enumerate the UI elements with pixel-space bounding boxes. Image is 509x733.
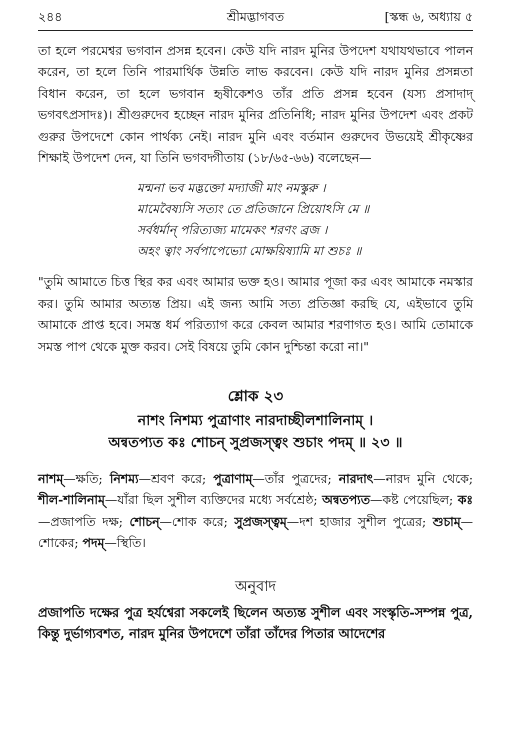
synonym-term: শোচন্ xyxy=(129,513,160,529)
page-number: ২৪৪ xyxy=(38,9,63,24)
gita-verse-block xyxy=(137,178,473,262)
sloka-line: নাশং নিশম্য পুত্রাণাং নারদাচ্ছীলশালিনাম্ । xyxy=(137,413,374,430)
synonym-term: অন্বতপ্যত xyxy=(322,492,371,508)
synonym-term: পদম্ xyxy=(82,535,105,551)
purport-paragraph: তা হলে পরমেশ্বর ভগবান প্রসন্ন হবেন। কেউ যদি নারদ মুনির উপদেশ যথাযথভাবে পালন করেন, তা হলে তিনি পারমার্থিক উন্নতি লাভ করবেন। কেউ যদি নারদ মুনির প্রসন্নতা বিধান করেন, তা হলে ভগবান হৃষীকেশও তাঁর প্রতি প্রসন্ন হবেন (যস্য প্রসাদাদ্ ভগবৎপ্রসাদঃ)। শ্রীগুরুদেব হচ্ছেন নারদ মুনির প্রতিনিধি; নারদ মুনির উপদেশ এবং প্রকট গুরুর উপদেশে কোন পার্থক্য নেই। নারদ মুনি এবং বর্তমান গুরুদেব উভয়েই শ্রীকৃষ্ণের শিক্ষাই উপদেশ দেন, যা তিনি ভগবদ্গীতায় (১৮/৬৫-৬৬) বলেছেন— xyxy=(38,43,473,166)
synonym-meaning: —শোক করে; xyxy=(159,513,235,529)
book-title: শ্রীমদ্ভাগবত xyxy=(226,9,285,24)
synonym-meaning: —যাঁরা ছিল সুশীল ব্যক্তিদের মধ্যে সর্বশ্রেষ্ঠ; xyxy=(104,492,323,508)
book-page xyxy=(0,6,509,733)
synonym-meaning: —তাঁর পুত্রদের; xyxy=(252,471,339,487)
synonym-meaning: —দশ হাজার সুশীল পুত্রের; xyxy=(286,513,433,529)
section-reference: [স্কন্ধ ৬, অধ্যায় ৫ xyxy=(384,9,473,24)
synonym-term: নাশম্ xyxy=(38,471,64,487)
synonym-meaning: —শ্রবণ করে; xyxy=(138,471,214,487)
synonym-meaning: —ক্ষতি; xyxy=(63,471,110,487)
gita-verse-line: অহং ত্বাং সর্বপাপেভ্যো মোক্ষয়িষ্যামি মা শুচঃ ॥ xyxy=(137,244,362,259)
synonym-term: নারদাৎ xyxy=(338,471,374,487)
synonym-term: নিশম্য xyxy=(109,471,139,487)
translation-text: প্রজাপতি দক্ষের পুত্র হর্যশ্বেরা সকলেই ছিলেন অত্যন্ত সুশীল এবং সংস্কৃতি-সম্পন্ন পুত্র, কিন্তু দুর্ভাগ্যবশত, নারদ মুনির উপদেশে তাঁরা তাঁদের পিতার আদেশের xyxy=(38,605,473,643)
synonym-meaning: —কষ্ট পেয়েছিল; xyxy=(370,492,458,508)
gita-quote-translation: "তুমি আমাতে চিত্ত স্থির কর এবং আমার ভক্ত হও। আমার পূজা কর এবং আমাকে নমস্কার কর। তুমি আমার অত্যন্ত প্রিয়। এই জন্য আমি সত্য প্রতিজ্ঞা করছি যে, এইভাবে তুমি আমাকে প্রাপ্ত হবে। সমস্ত ধর্ম পরিত্যাগ করে কেবল আমার শরণাগত হও। আমি তোমাকে সমস্ত পাপ থেকে মুক্ত করব। সেই বিষয়ে তুমি কোন দুশ্চিন্তা করো না।" xyxy=(38,274,473,354)
gita-verse-line: মামেবৈষ্যসি সত্যং তে প্রতিজানে প্রিয়োঽসি মে ॥ xyxy=(137,202,370,217)
synonym-term: পুত্রাণাম্ xyxy=(213,471,253,487)
gita-verse-line: মন্মনা ভব মদ্ভক্তো মদ্যাজী মাং নমস্কুরু । xyxy=(137,181,326,196)
synonym-meaning: —প্রজাপতি দক্ষ; xyxy=(38,513,130,529)
page-header xyxy=(38,6,473,31)
synonym-term: সুপ্রজস্ত্বম্ xyxy=(234,513,287,529)
synonym-term: কঃ xyxy=(457,492,474,508)
synonym-term: শীল-শালিনাম্ xyxy=(38,492,105,508)
sloka-heading: শ্লোক ২৩ xyxy=(227,387,284,406)
synonym-meaning: —নারদ মুনি থেকে; xyxy=(373,471,473,487)
word-synonyms xyxy=(38,468,473,554)
sloka-line: অন্বতপ্যত কঃ শোচন্ সুপ্রজস্ত্বং শুচাং পদম্ ॥ ২৩ ॥ xyxy=(108,435,403,452)
synonym-meaning: —শোকের; xyxy=(38,513,473,551)
synonym-term: শুচাম্ xyxy=(432,513,461,529)
synonym-meaning: —স্থিতি। xyxy=(104,535,146,551)
translation-heading: অনুবাদ xyxy=(234,578,277,595)
gita-verse-line: সর্বধর্মান্ পরিত্যজ্য মামেকং শরণং ব্রজ । xyxy=(137,223,328,238)
